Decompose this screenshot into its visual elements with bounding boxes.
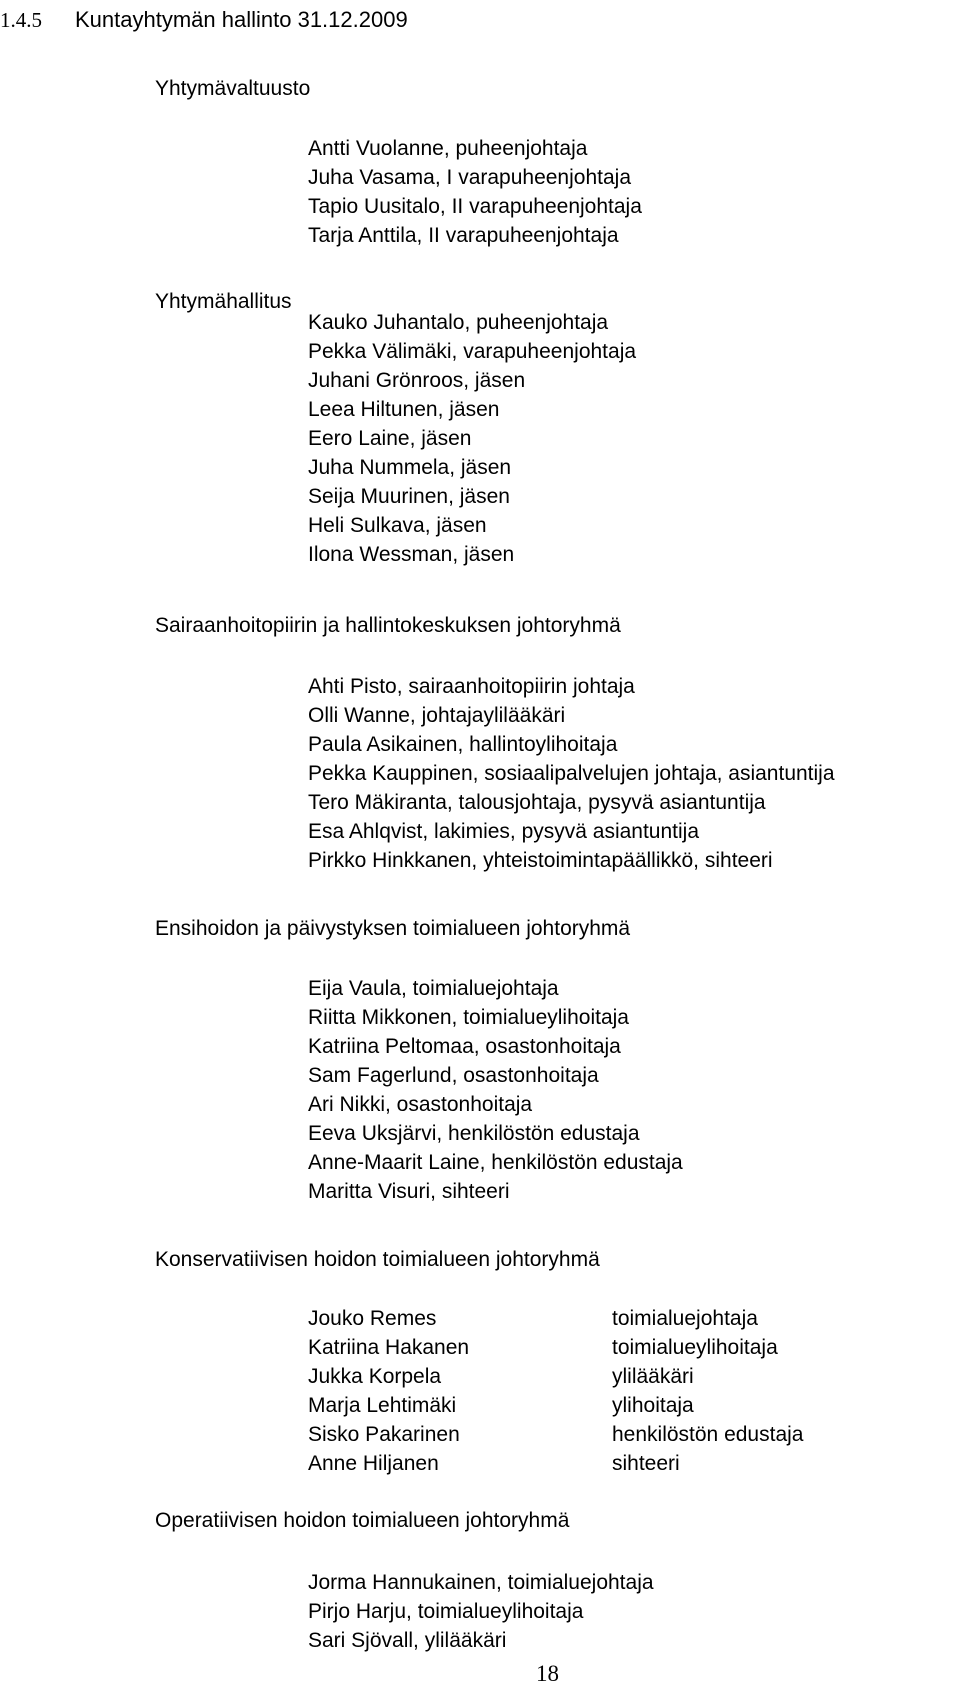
member-name: Jukka Korpela (308, 1365, 442, 1388)
member-entry: Katriina Peltomaa, osastonhoitaja (308, 1035, 621, 1058)
member-list (308, 308, 636, 569)
member-name: Jouko Remes (308, 1307, 437, 1330)
member-role: toimialuejohtaja (612, 1307, 758, 1330)
member-entry: Eero Laine, jäsen (308, 427, 472, 450)
member-entry: Paula Asikainen, hallintoylihoitaja (308, 733, 618, 756)
member-entry: Antti Vuolanne, puheenjohtaja (308, 137, 588, 160)
group-title: Operatiivisen hoidon toimialueen johtoryhmä (155, 1509, 570, 1532)
member-role: ylihoitaja (612, 1394, 694, 1417)
member-entry: Riitta Mikkonen, toimialueylihoitaja (308, 1006, 629, 1029)
member-entry: Pekka Kauppinen, sosiaalipalvelujen johtaja, asiantuntija (308, 762, 835, 785)
member-entry: Tarja Anttila, II varapuheenjohtaja (308, 224, 619, 247)
group-title: Yhtymähallitus (155, 290, 292, 313)
member-entry: Sam Fagerlund, osastonhoitaja (308, 1064, 599, 1087)
member-entry: Eija Vaula, toimialuejohtaja (308, 977, 559, 1000)
section-heading (0, 6, 408, 34)
member-entry: Maritta Visuri, sihteeri (308, 1180, 510, 1203)
member-entry: Juha Vasama, I varapuheenjohtaja (308, 166, 631, 189)
member-list (308, 974, 683, 1206)
member-name: Marja Lehtimäki (308, 1394, 457, 1417)
member-list (308, 134, 642, 250)
member-entry: Anne-Maarit Laine, henkilöstön edustaja (308, 1151, 683, 1174)
member-entry: Kauko Juhantalo, puheenjohtaja (308, 311, 609, 334)
member-role-column (612, 1304, 803, 1478)
member-name: Katriina Hakanen (308, 1336, 470, 1359)
group-title: Sairaanhoitopiirin ja hallintokeskuksen johtoryhmä (155, 614, 621, 637)
member-entry: Olli Wanne, johtajaylilääkäri (308, 704, 566, 727)
member-list (308, 1568, 654, 1655)
group-title: Yhtymävaltuusto (155, 77, 311, 100)
section-number: 1.4.5 (0, 8, 42, 32)
member-name: Anne Hiljanen (308, 1452, 439, 1475)
member-entry: Ahti Pisto, sairaanhoitopiirin johtaja (308, 675, 635, 698)
member-entry: Jorma Hannukainen, toimialuejohtaja (308, 1571, 654, 1594)
member-entry: Leea Hiltunen, jäsen (308, 398, 500, 421)
section-title: Kuntayhtymän hallinto 31.12.2009 (75, 7, 408, 32)
group-title: Ensihoidon ja päivystyksen toimialueen johtoryhmä (155, 917, 631, 940)
member-entry: Ilona Wessman, jäsen (308, 543, 515, 566)
member-name: Sisko Pakarinen (308, 1423, 460, 1446)
page-number: 18 (536, 1661, 559, 1686)
member-role: henkilöstön edustaja (612, 1423, 804, 1446)
member-entry: Heli Sulkava, jäsen (308, 514, 487, 537)
member-entry: Juhani Grönroos, jäsen (308, 369, 526, 392)
member-entry: Tero Mäkiranta, talousjohtaja, pysyvä asiantuntija (308, 791, 766, 814)
member-entry: Pirjo Harju, toimialueylihoitaja (308, 1600, 584, 1623)
member-entry: Pirkko Hinkkanen, yhteistoimintapäällikkö, sihteeri (308, 849, 773, 872)
member-role: toimialueylihoitaja (612, 1336, 778, 1359)
member-entry: Tapio Uusitalo, II varapuheenjohtaja (308, 195, 642, 218)
member-entry: Juha Nummela, jäsen (308, 456, 512, 479)
member-entry: Sari Sjövall, ylilääkäri (308, 1629, 507, 1652)
member-role: sihteeri (612, 1452, 680, 1475)
member-entry: Eeva Uksjärvi, henkilöstön edustaja (308, 1122, 640, 1145)
member-entry: Pekka Välimäki, varapuheenjohtaja (308, 340, 637, 363)
member-name-column (308, 1304, 469, 1478)
member-entry: Esa Ahlqvist, lakimies, pysyvä asiantuntija (308, 820, 700, 843)
member-list (308, 672, 835, 875)
member-entry: Seija Muurinen, jäsen (308, 485, 510, 508)
group-title: Konservatiivisen hoidon toimialueen johtoryhmä (155, 1248, 600, 1271)
member-role: ylilääkäri (612, 1365, 694, 1388)
member-entry: Ari Nikki, osastonhoitaja (308, 1093, 533, 1116)
